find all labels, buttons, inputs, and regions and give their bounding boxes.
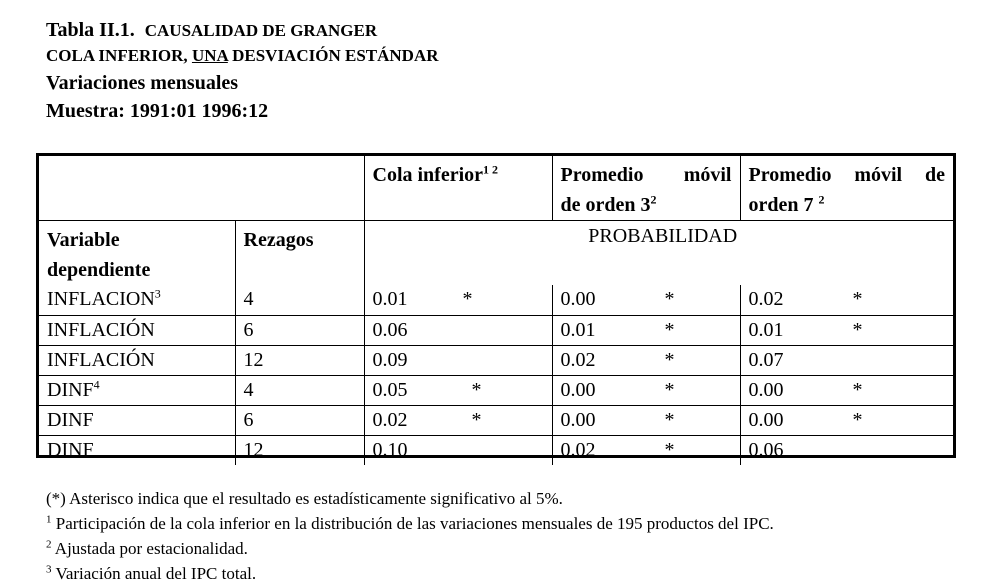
table-title-block — [46, 18, 439, 125]
cell-promedio-movil-3: 0.00 * — [552, 285, 740, 315]
title-line-2-end: DESVIACIÓN ESTÁNDAR — [227, 46, 439, 65]
title-line-4: Muestra: 1991:01 1996:12 — [46, 100, 269, 122]
cell-rezagos: 6 — [235, 315, 364, 345]
header-empty-cell — [39, 156, 364, 221]
table-row — [39, 285, 953, 315]
significance-star: * — [664, 408, 675, 431]
cell-cola-inferior: 0.01 * — [364, 285, 552, 315]
cell-promedio-movil-7: 0.02 * — [740, 285, 953, 315]
cell-rezagos: 12 — [235, 345, 364, 375]
significance-star: * — [852, 408, 863, 431]
cell-promedio-movil-7: 0.01 * — [740, 315, 953, 345]
table-row — [39, 435, 953, 465]
cell-rezagos: 12 — [235, 435, 364, 465]
header-promedio-movil-3: Promedio móvil de orden $3^2$ — [552, 156, 740, 221]
cell-cola-inferior: 0.02 * — [364, 405, 552, 435]
cell-promedio-movil-3: 0.00 * — [552, 375, 740, 405]
significance-star: * — [471, 378, 482, 401]
significance-star: * — [664, 378, 675, 401]
cell-promedio-movil-3: 0.01 * — [552, 315, 740, 345]
cell-variable: INFLACIÓN — [39, 345, 235, 375]
granger-table — [36, 153, 956, 461]
header-probabilidad: PROBABILIDAD — [364, 221, 953, 286]
cell-promedio-movil-7: 0.06 — [740, 435, 953, 465]
header-variable-dependiente: Variable dependiente — [39, 221, 235, 286]
significance-star: * — [852, 378, 863, 401]
header-rezagos: Rezagos — [235, 221, 364, 286]
footnotes — [46, 486, 774, 586]
cell-promedio-movil-3: 0.00 * — [552, 405, 740, 435]
cell-cola-inferior: 0.05 * — [364, 375, 552, 405]
table-title: CAUSALIDAD DE GRANGER — [144, 21, 378, 40]
significance-star: * — [664, 288, 675, 311]
title-line-2 — [46, 43, 439, 69]
table-number: Tabla II.1. — [46, 19, 135, 41]
cell-variable: DINF$^4$ — [39, 375, 235, 405]
significance-star: * — [471, 408, 482, 431]
cell-rezagos: 4 — [235, 375, 364, 405]
significance-star: * — [664, 348, 675, 371]
title-line-2-underlined: UNA — [191, 46, 228, 65]
table-row — [39, 345, 953, 375]
cell-rezagos: 4 — [235, 285, 364, 315]
cell-rezagos: 6 — [235, 405, 364, 435]
header-promedio-movil-7: Promedio móvil de orden 7 $^2$ — [740, 156, 953, 221]
significance-star: * — [462, 288, 473, 311]
header-row-1 — [39, 156, 953, 221]
footnote-2: $^2$ Ajustada por estacionalidad. — [46, 538, 248, 558]
cell-cola-inferior: 0.06 — [364, 315, 552, 345]
significance-star: * — [664, 318, 675, 341]
title-line-2-start: COLA INFERIOR, — [46, 46, 192, 65]
footnote-1: $^1$ Participación de la cola inferior en la distribución de las variaciones mensuales de 195 productos del IPC. — [46, 513, 774, 533]
cell-variable: DINF — [39, 405, 235, 435]
significance-star: * — [852, 318, 863, 341]
footnote-3: $^3$ Variación anual del IPC total. — [46, 563, 257, 583]
cell-promedio-movil-7: 0.00 * — [740, 375, 953, 405]
cell-promedio-movil-7: 0.07 — [740, 345, 953, 375]
cell-cola-inferior: 0.09 — [364, 345, 552, 375]
significance-star: * — [664, 438, 675, 461]
table-row — [39, 315, 953, 345]
cell-promedio-movil-3: 0.02 * — [552, 345, 740, 375]
cell-promedio-movil-3: 0.02 * — [552, 435, 740, 465]
significance-star: * — [852, 288, 863, 311]
header-row-2 — [39, 221, 953, 286]
title-line-1 — [46, 18, 439, 43]
cell-cola-inferior: 0.10 — [364, 435, 552, 465]
header-cola-inferior: Cola inferior$^{1 2}$ — [364, 156, 552, 221]
table-row — [39, 405, 953, 435]
cell-variable: INFLACIÓN — [39, 315, 235, 345]
table-row — [39, 375, 953, 405]
cell-variable: INFLACION$^3$ — [39, 285, 235, 315]
title-line-3: Variaciones mensuales — [46, 72, 239, 94]
cell-promedio-movil-7: 0.00 * — [740, 405, 953, 435]
footnote-asterisk: (*) Asterisco indica que el resultado es estadísticamente significativo al 5%. — [46, 489, 563, 508]
cell-variable: DINF — [39, 435, 235, 465]
